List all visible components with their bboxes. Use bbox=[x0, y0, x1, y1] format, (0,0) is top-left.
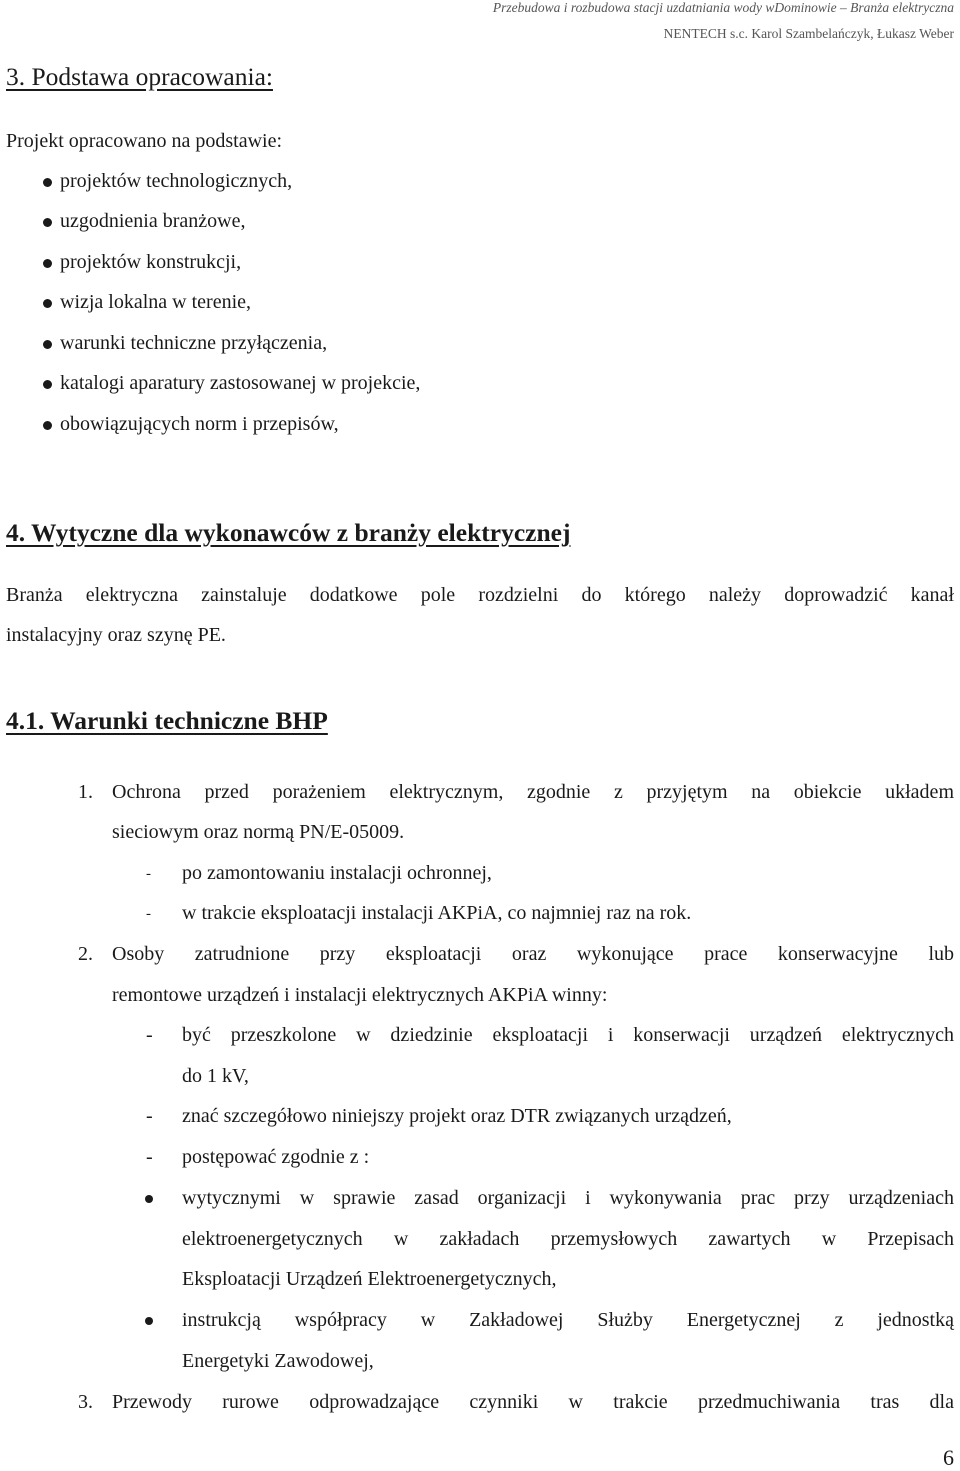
page-number: 6 bbox=[943, 1445, 954, 1470]
section-3-title: 3. Podstawa opracowania: bbox=[6, 62, 273, 91]
list-item: obowiązujących norm i przepisów, bbox=[60, 413, 339, 435]
item-3-line-1: Przewody rurowe odprowadzające czynniki w trakcie przedmuchiwania tras dla bbox=[112, 1391, 954, 1413]
bullet-icon bbox=[43, 259, 52, 268]
list-item: projektów technologicznych, bbox=[60, 170, 293, 192]
section-4-1-title: 4.1. Warunki techniczne BHP bbox=[6, 706, 328, 735]
dash-marker: - bbox=[146, 1105, 153, 1127]
bullet-icon bbox=[145, 1317, 153, 1325]
item-2-number: 2. bbox=[78, 943, 93, 965]
item-2-dash-1-line-1: być przeszkolone w dziedzinie eksploatacji i konserwacji urządzeń elektrycznych bbox=[182, 1024, 954, 1046]
section-4-title: 4. Wytyczne dla wykonawców z branży elektrycznej bbox=[6, 518, 571, 547]
item-2-bullet-2-line-1: instrukcją współpracy w Zakładowej Służby Energetycznej z jednostką bbox=[182, 1309, 954, 1331]
document-header-title: Przebudowa i rozbudowa stacji uzdatniania wody wDominowie – Branża elektryczna bbox=[492, 0, 954, 15]
item-3-number: 3. bbox=[78, 1391, 93, 1413]
dash-marker: - bbox=[146, 866, 151, 882]
bullet-icon bbox=[43, 380, 52, 389]
dash-marker: - bbox=[146, 1024, 153, 1046]
item-2-line-1: Osoby zatrudnione przy eksploatacji oraz wykonujące prace konserwacyjne lub bbox=[112, 943, 954, 965]
item-1-number: 1. bbox=[78, 781, 93, 803]
bullet-icon bbox=[43, 299, 52, 308]
item-2-line-2: remontowe urządzeń i instalacji elektrycznych AKPiA winny: bbox=[112, 984, 608, 1006]
item-2-bullet-1-line-3: Eksploatacji Urządzeń Elektroenergetycznych, bbox=[182, 1268, 557, 1290]
item-2-bullet-1-line-1: wytycznymi w sprawie zasad organizacji i wykonywania prac przy urządzeniach bbox=[182, 1187, 954, 1209]
bullet-icon bbox=[145, 1195, 153, 1203]
bullet-icon bbox=[43, 218, 52, 227]
item-2-bullet-1-line-2: elektroenergetycznych w zakładach przemysłowych zawartych w Przepisach bbox=[182, 1228, 954, 1250]
list-item: wizja lokalna w terenie, bbox=[60, 291, 252, 313]
item-2-dash-3: postępować zgodnie z : bbox=[182, 1146, 370, 1168]
list-item: projektów konstrukcji, bbox=[60, 251, 242, 273]
list-item: warunki techniczne przyłączenia, bbox=[60, 332, 328, 354]
item-1-dash-2: w trakcie eksploatacji instalacji AKPiA, co najmniej raz na rok. bbox=[182, 902, 692, 924]
dash-marker: - bbox=[146, 1146, 153, 1168]
dash-marker: - bbox=[146, 906, 151, 922]
bullet-icon bbox=[43, 340, 52, 349]
section-3-intro: Projekt opracowano na podstawie: bbox=[6, 130, 283, 152]
bullet-icon bbox=[43, 421, 52, 430]
item-2-dash-2: znać szczegółowo niniejszy projekt oraz DTR związanych urządzeń, bbox=[182, 1105, 732, 1127]
item-1-dash-1: po zamontowaniu instalacji ochronnej, bbox=[182, 862, 492, 884]
item-2-bullet-2-line-2: Energetyki Zawodowej, bbox=[182, 1350, 374, 1372]
section-4-paragraph-line-2: instalacyjny oraz szynę PE. bbox=[6, 624, 226, 646]
item-2-dash-1-line-2: do 1 kV, bbox=[182, 1065, 249, 1087]
list-item: uzgodnienia branżowe, bbox=[60, 210, 246, 232]
document-header-company: NENTECH s.c. Karol Szambelańczyk, Łukasz Weber bbox=[663, 26, 954, 41]
item-1-line-1: Ochrona przed porażeniem elektrycznym, zgodnie z przyjętym na obiekcie układem bbox=[112, 781, 954, 803]
bullet-icon bbox=[43, 178, 52, 187]
section-4-paragraph-line-1: Branża elektryczna zainstaluje dodatkowe pole rozdzielni do którego należy doprowadzić kanał bbox=[6, 584, 954, 606]
item-1-line-2: sieciowym oraz normą PN/E-05009. bbox=[112, 821, 405, 843]
list-item: katalogi aparatury zastosowanej w projekcie, bbox=[60, 372, 421, 394]
